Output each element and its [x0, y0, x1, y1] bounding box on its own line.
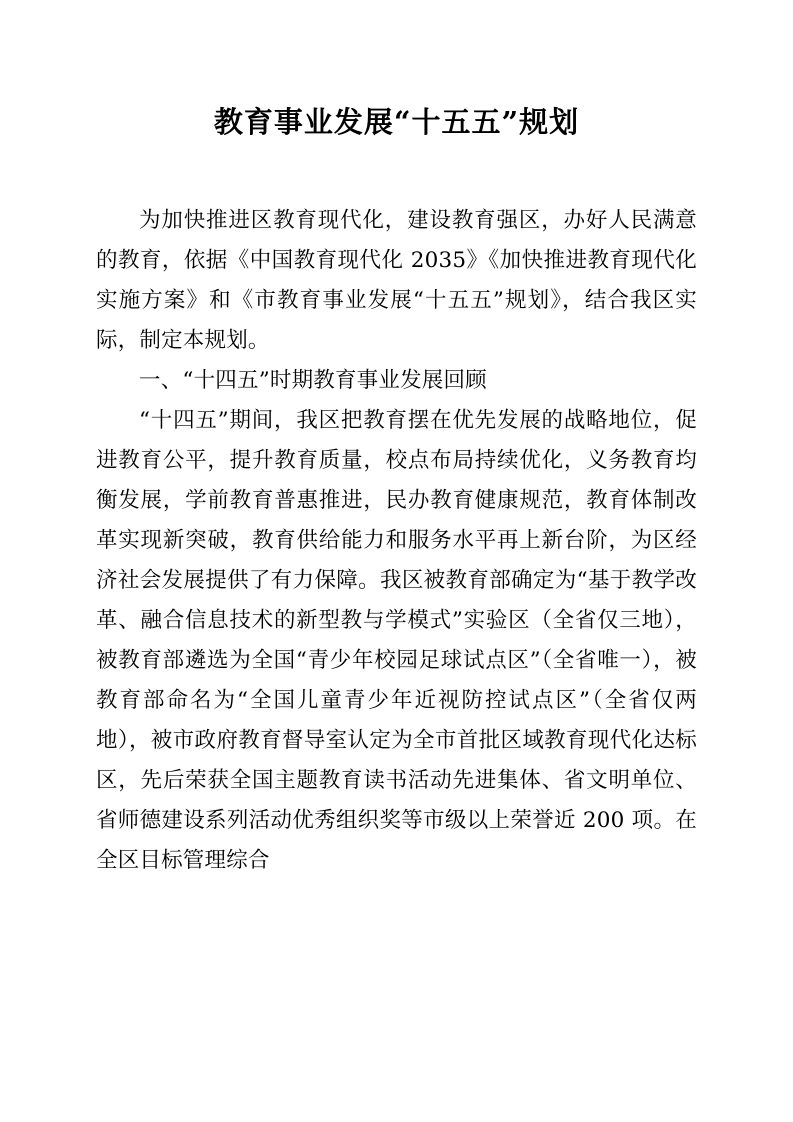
title-spacer: [96, 159, 697, 201]
paragraph-body-one: “十四五”期间，我区把教育摆在优先发展的战略地位，促进教育公平，提升教育质量，校点布局持续优化，义务教育均衡发展，学前教育普惠推进，民办教育健康规范，教育体制改革实现新突破，教育供给能力和服务水平再上新台阶，为区经济社会发展提供了有力保障。我区被教育部确定为“基于教学改革、融合信息技术的新型教与学模式”实验区（全省仅三地），被教育部遴选为全国“青少年校园足球试点区”（全省唯一），被教育部命名为“全国儿童青少年近视防控试点区”（全省仅两地），被市政府教育督导室认定为全市首批区域教育现代化达标区，先后荣获全国主题教育读书活动先进集体、省文明单位、省师德建设系列活动优秀组织奖等市级以上荣誉近 200 项。在全区目标管理综合: [96, 407, 697, 873]
section-heading-one: 一、“十四五”时期教育事业发展回顾: [139, 367, 487, 393]
paragraph-intro: 为加快推进区教育现代化，建设教育强区，办好人民满意的教育，依据《中国教育现代化 2035》《加快推进教育现代化实施方案》和《市教育事业发展“十五五”规划》，结合我区实际，制定本规划。: [96, 207, 697, 353]
page-title: 教育事业发展“十五五”规划: [213, 105, 580, 139]
page-content: [96, 84, 697, 881]
